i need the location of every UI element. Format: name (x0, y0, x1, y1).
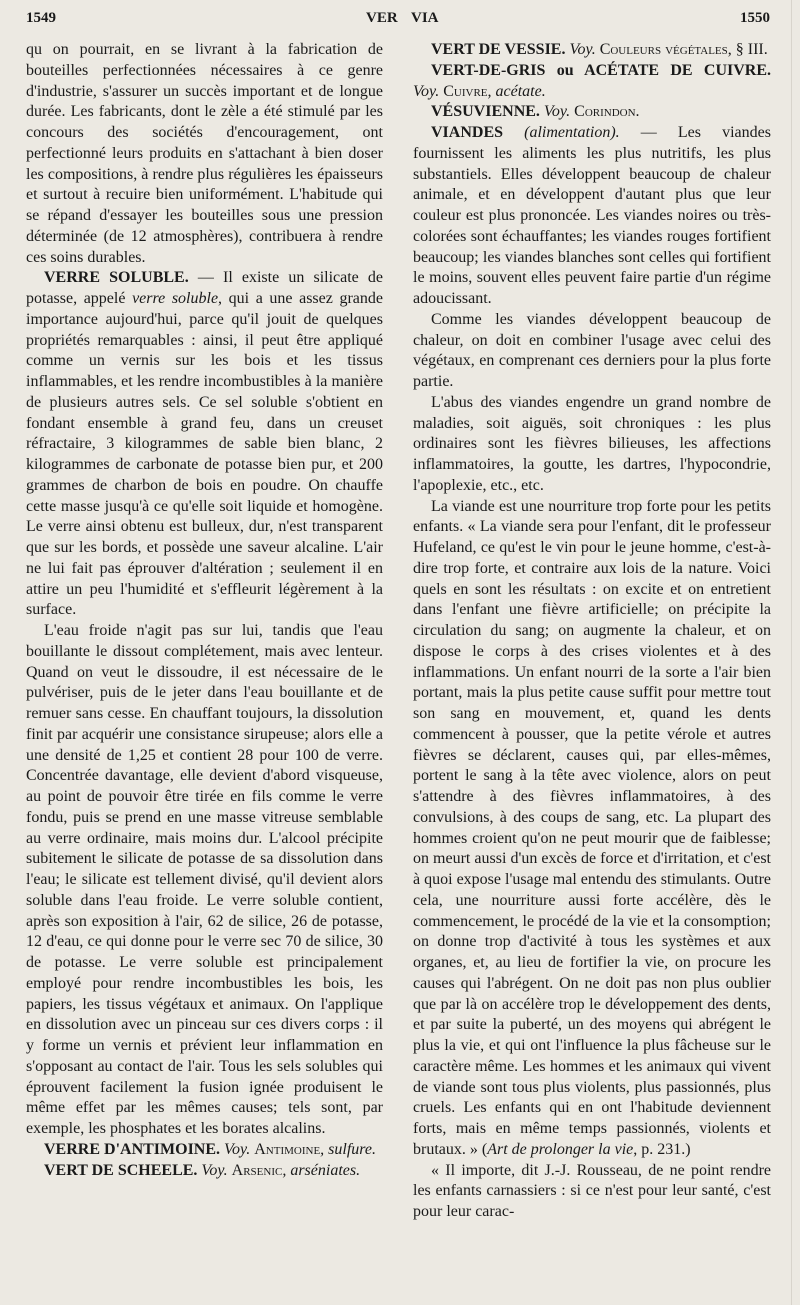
entry-vert-vessie (413, 40, 771, 61)
entry-text: , qui a une assez grande importance aujourd'hui, parce qu'il jouit de quelques propriétés remarquables : ainsi, il peut être appliqué comme un vernis sur les bois et les tissus inflammables, et les rendre incombustibles à la manière de plusieurs autres sels. Ce sel soluble s'obtient en fondant ensemble à grand feu, dans un creuset réfractaire, 3 kilogrammes de sable bien blanc, 2 kilogrammes de carbonate de potasse bien pur, et 200 grammes de charbon de bois en poudre. On chauffe cette masse jusqu'à ce qu'elle soit liquide et homogène. Le verre ainsi obtenu est bulleux, dur, n'est transparent que sur les bords, et possède une saveur alcaline. L'air ne lui fait pas éprouver d'altération ; seulement il en attire un peu l'humidité et s'effleurit légèrement à la surface. (26, 290, 383, 619)
entry-viandes (413, 123, 771, 310)
paragraph-rousseau: « Il importe, dit J.-J. Rousseau, de ne point rendre les enfants carnassiers : si ce n'est pour leur santé, c'est pour leur carac- (413, 1161, 771, 1220)
page-number-left: 1549 (26, 10, 56, 26)
entry-verre-antimoine (26, 1140, 383, 1161)
paragraph-eau-froide: L'eau froide n'agit pas sur lui, tandis que l'eau bouillante le dissout complétement, mais avec lenteur. Quand on veut le dissoudre, il est nécessaire de le pulvériser, puis de le jeter dans l'eau bouillante et de remuer sans cesse. En chauffant toujours, la dissolution finit par acquérir une consistance sirupeuse; alors elle a une densité de 1,25 et contient 28 pour 100 de verre. Concentrée davantage, elle devient d'abord visqueuse, au point de pouvoir être tirée en fils comme le verre fondu, puis se prend en une masse vitreuse semblable au verre ordinaire, mais moins dur. L'alcool précipite subitement le silicate de potasse de sa dissolution dans l'eau; le silicate est tellement divisé, qu'il devient alors soluble dans l'eau froide. Le verre soluble contient, après son exposition à l'air, 62 de silice, 26 de potasse, 12 d'eau, ce qui donne pour le verre sec 70 de silice, 30 de potasse. Le verre soluble est principalement employé pour rendre incombustibles les bois, les papiers, les tissus végétaux et animaux. On l'applique en dissolution avec un pinceau sur ces divers corps : il y forme un vernis et prévient leur inflammation en s'opposant au contact de l'air. Tous les sels solubles qui éprouvent facilement la fusion ignée produisent le même effet par les mêmes causes; tels sont, par exemple, les phosphates et les borates alcalins. (26, 622, 383, 1137)
entry-headword: VERRE D'ANTIMOINE. (44, 1140, 221, 1158)
guide-word-left: VER (366, 10, 398, 26)
page-number-right: 1550 (740, 10, 770, 26)
voy-label: Voy. (539, 103, 575, 121)
cross-reference: Arsenic (231, 1161, 283, 1179)
voy-label: Voy. (197, 1161, 232, 1179)
paragraph-hufeland-quote (413, 497, 771, 1161)
cross-reference-sub: , arséniates. (282, 1161, 361, 1179)
cross-reference: Cuivre (443, 82, 488, 100)
entry-vert-scheele (26, 1161, 383, 1182)
voy-label: Voy. (413, 82, 444, 100)
entry-text: , § III. (727, 41, 768, 58)
cross-reference-sub: , acétate. (487, 82, 546, 100)
entry-headword: VERRE SOLUBLE. (44, 269, 189, 287)
running-header (26, 10, 770, 38)
quote-text: La viande est une nourriture trop forte pour les petits enfants. « La viande sera pour l'enfant, dit le professeur Hufeland, ce qu'est le vin pour le jeune homme, c'est-à-dire trop forte, et contraire aux lois de la nature. Voici quels en sont les résultats : on excite et on entretient dans l'enfant une fièvre artificielle; on précipite la circulation du sang; on augmente la chaleur, et on dispose le corps à des crises violentes et à des inflammations. Un enfant nourri de la sorte a l'air bien portant, mais la plus petite cause suffit pour mettre tout son sang en mouvement, et, quand les dents commencent à pousser, que la petite vérole et autres fièvres se déclarent, causes qui, par elles-mêmes, portent le sang à la tête avec violence, alors on peut s'attendre à des fièvres inflammatoires, à des convulsions, à des coups de sang, etc. La plupart des hommes croient qu'on ne peut mourir que de faiblesse; on meurt aussi d'un excès de force et d'irritation, et c'est à quoi expose l'usage mal entendu des stimulants. Outre cela, une nourriture aussi forte accélère, dès le commencement, le procédé de la vie et la consomption; on donne trop d'activité à tous les systèmes et aux organes, et, au lieu de fortifier la vie, on procure les causes qui l'abrégent. On ne doit pas non plus oublier que par là on accélère trop le développement des dents, et par suite la puberté, un des moyens qui abrégent le plus la vie, et qui ont l'influence la plus fâcheuse sur le caractère même. Les hommes et les animaux qui vivent de viande sont tous plus violents, plus passionnés, plus cruels. Les enfants qui en ont l'habitude deviennent forts, mais en même temps passionnés, violents et brutaux. » (413, 497, 771, 1158)
continued-paragraph: qu on pourrait, en se livrant à la fabrication de bouteilles perfectionnées nécessaires à ce genre d'industrie, s'assurer un succès important et de longue durée. Les fabricants, dont le zèle a été stimulé par les concours des sociétés d'encouragement, ont perfectionné leurs produits en s'attachant à bien doser les compositions, à rendre plus régulières les épaisseurs et surtout à recuire bien uniformément. L'habitude qui se répand d'essayer les bouteilles sous une pression déterminée (de 12 atmosphères), contribuera à rendre ces soins durables. (26, 41, 383, 266)
entry-headword: VERT-DE-GRIS ou ACÉTATE DE CUIVRE. (431, 61, 771, 79)
citation-close: , p. 231.) (633, 1140, 691, 1158)
entry-text: . (635, 103, 640, 121)
cross-reference: Couleurs végétales (599, 41, 728, 58)
page-edge-shadow (791, 0, 792, 1305)
entry-text: — Il existe un silicate de potasse, appelé (26, 269, 384, 307)
entry-headword: VIANDES (431, 124, 504, 141)
entry-italic-term: verre soluble (132, 290, 219, 307)
entry-headword: VERT DE VESSIE. (431, 41, 566, 58)
right-column (413, 40, 771, 1223)
paragraph-abus: L'abus des viandes engendre un grand nombre de maladies, soit aiguës, soit chroniques : les plus ordinaires sont les fièvres bilieuses, les affections inflammatoires, la goutte, les dartres, l'hypocondrie, l'apoplexie, etc., etc. (413, 393, 771, 494)
cross-reference: Corindon (574, 103, 636, 121)
entry-headword: VÉSUVIENNE. (431, 103, 540, 121)
entry-vert-de-gris (413, 61, 771, 103)
citation-title: Art de prolonger la vie (487, 1140, 634, 1158)
voy-label: Voy. (220, 1140, 255, 1158)
paragraph-chaleur: Comme les viandes développent beaucoup de chaleur, on doit en combiner l'usage avec celui des végétaux, en comprenant ces derniers pour la plus forte partie. (413, 310, 771, 390)
entry-headword: VERT DE SCHEELE. (44, 1161, 198, 1179)
citation-open: ( (477, 1140, 488, 1158)
entry-verre-soluble (26, 268, 383, 621)
entry-vesuvienne (413, 102, 771, 123)
cross-reference-sub: , sulfure. (320, 1140, 377, 1158)
entry-italic-term: (alimentation). (503, 124, 620, 141)
guide-word-right: VIA (411, 10, 439, 26)
left-column (26, 40, 383, 1181)
cross-reference: Antimoine (254, 1140, 321, 1158)
entry-text: — Les viandes fournissent les aliments les plus nutritifs, les plus substantiels. Elles développent beaucoup de chaleur animale, et en développent d'autant plus que leur couleur est plus prononcée. Les viandes noires ou très-colorées sont échauffantes; les viandes rouges fortifient beaucoup; les viandes blanches sont celles qui fortifient le moins, souvent elles peuvent faire partie d'un régime adoucissant. (413, 124, 771, 307)
voy-label: Voy. (565, 41, 600, 58)
